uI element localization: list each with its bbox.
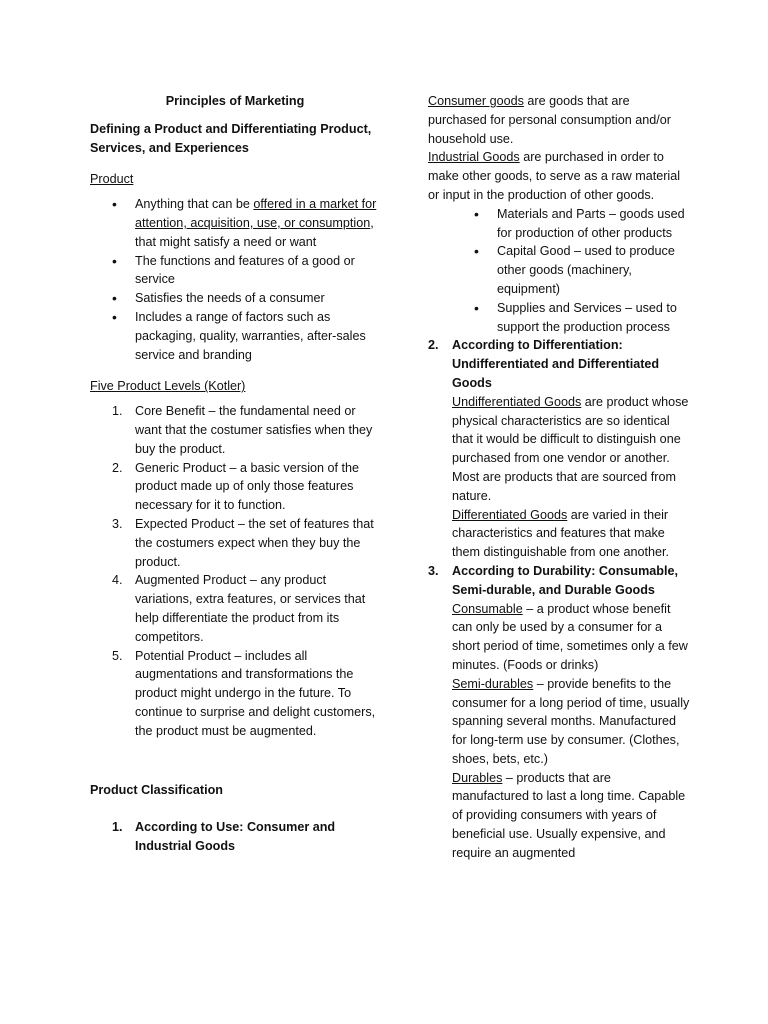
list-item: • Materials and Parts – goods used for production of other products <box>428 205 690 243</box>
industrial-goods-list <box>428 205 690 337</box>
document-subtitle: Defining a Product and Differentiating Product, Services, and Experiences <box>90 121 372 155</box>
list-item: • Supplies and Services – used to support the production process <box>428 299 690 337</box>
product-heading: Product <box>90 172 134 187</box>
list-item: • Satisfies the needs of a consumer <box>90 289 380 308</box>
consumer-goods-paragraph: Consumer goods are goods that are purchased for personal consumption and/or household use. <box>428 94 671 146</box>
list-item: 1. Core Benefit – the fundamental need or want that the costumer satisfies when they buy the product. <box>112 404 373 456</box>
list-item: • Anything that can be offered in a market for attention, acquisition, use, or consumption, that might satisfy a need or want <box>90 195 380 251</box>
industrial-goods-paragraph: Industrial Goods are purchased in order to make other goods, to serve as a raw material or input in the production of other goods. <box>428 150 680 202</box>
document-title: Principles of Marketing <box>165 94 305 108</box>
left-column <box>90 92 380 896</box>
list-item: 4. Augmented Product – any product variations, extra features, or services that help differentiate the product from its competitors. <box>112 573 366 644</box>
list-item: • Includes a range of factors such as packaging, quality, warranties, after-sales service and branding <box>90 308 380 364</box>
classification-list-continued <box>428 336 690 862</box>
right-column <box>428 92 690 863</box>
list-item: 3. According to Durability: Consumable, Semi-durable, and Durable Goods Consumable – a product whose benefit can only be used by a consumer for a short period of time, sometimes only a few minutes. (Foods or drinks) Semi-durables – provide benefits to the consumer for a long period of time, usually spanning several months. Manufactured for long-term use by consumer. (Clothes, shoes, bets, etc.) Durables – products that are manufactured to last a long time. Capable of providing consumers with years of beneficial use. Usually expensive, and require an augmented <box>428 563 690 860</box>
list-item: 2. According to Differentiation: Undifferentiated and Differentiated Goods Undifferentiated Goods are product whose physical characteristics are so identical that it would be difficult to distinguish one purchased from one vendor or another. Most are products that are sourced from nature. Differentiated Goods are varied in their characteristics and features that make them distinguishable from one another. <box>428 338 689 560</box>
list-item: 5. Potential Product – includes all augmentations and transformations the product might undergo in the future. To continue to surprise and delight customers, the product must be augmented. <box>112 648 376 738</box>
classification-heading: Product Classification <box>90 782 223 797</box>
classification-list <box>90 818 380 856</box>
product-bullet-list <box>90 195 380 364</box>
list-item: 1. According to Use: Consumer and Industrial Goods <box>112 820 336 854</box>
list-item: 3. Expected Product – the set of features that the costumers expect when they buy the product. <box>112 516 374 569</box>
list-item: • Capital Good – used to produce other goods (machinery, equipment) <box>428 242 690 298</box>
levels-heading: Five Product Levels (Kotler) <box>90 379 246 394</box>
product-levels-list <box>90 402 380 740</box>
list-item: 2. Generic Product – a basic version of the product made up of only those features necessary for it to function. <box>112 460 360 513</box>
list-item: • The functions and features of a good or service <box>90 252 380 290</box>
